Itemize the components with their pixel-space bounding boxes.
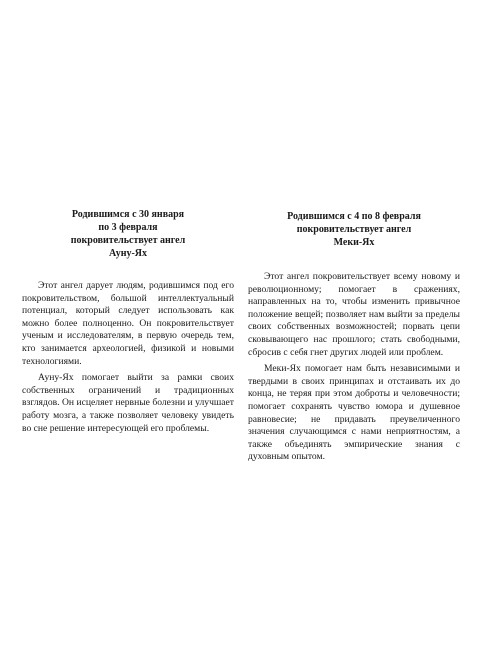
right-paragraph: Этот ангел покровительствует всему новому и революционному; помогает в сражениях, направленных на то, чтобы изменить привычное положение вещей; позволяет нам выйти за пределы своих собственных возможностей; порвать цепи сковывающего нас прошлого; стать свободными, сбросив с себя гнет других людей или проблем. <box>248 271 460 358</box>
right-heading-line: Родившимся с 4 по 8 февраля <box>287 211 421 222</box>
left-heading <box>22 208 234 260</box>
left-heading-line: по 3 февраля <box>98 222 158 233</box>
right-heading-line: покровительствует ангел <box>296 224 412 235</box>
left-heading-line: Родившимся с 30 января <box>71 209 185 220</box>
right-heading <box>248 210 460 249</box>
left-paragraph: Этот ангел дарует людям, родившимся под его покровительством, большой интеллектуальный потенциал, который следует использовать как можно более полноценно. Он покровительствует ученым и исследователям, в первую очередь тем, кто занимается археологией, физикой и новыми технологиями. <box>22 280 234 367</box>
right-column <box>248 210 460 468</box>
left-heading-line: покровительствует ангел <box>70 235 186 246</box>
left-paragraph: Ауну-Ях помогает выйти за рамки своих собственных ограничений и традиционных взглядов. Он исцеляет нервные болезни и улучшает работу мозга, а также позволяет человеку увидеть во сне решение интересующей его проблемы. <box>22 372 234 434</box>
right-paragraph: Меки-Ях помогает нам быть независимыми и твердыми в своих принципах и отстаивать их до конца, не теряя при этом доброты и человечности; помогает сохранять чувство юмора и душевное равновесие; не придавать преувеличенного значения случающимся с нами неприятностям, а также объединять эмпирические знания с духовным опытом. <box>248 363 460 463</box>
left-column <box>22 208 234 439</box>
left-angel-name: Ауну-Ях <box>108 248 148 259</box>
right-angel-name: Меки-Ях <box>333 237 375 248</box>
